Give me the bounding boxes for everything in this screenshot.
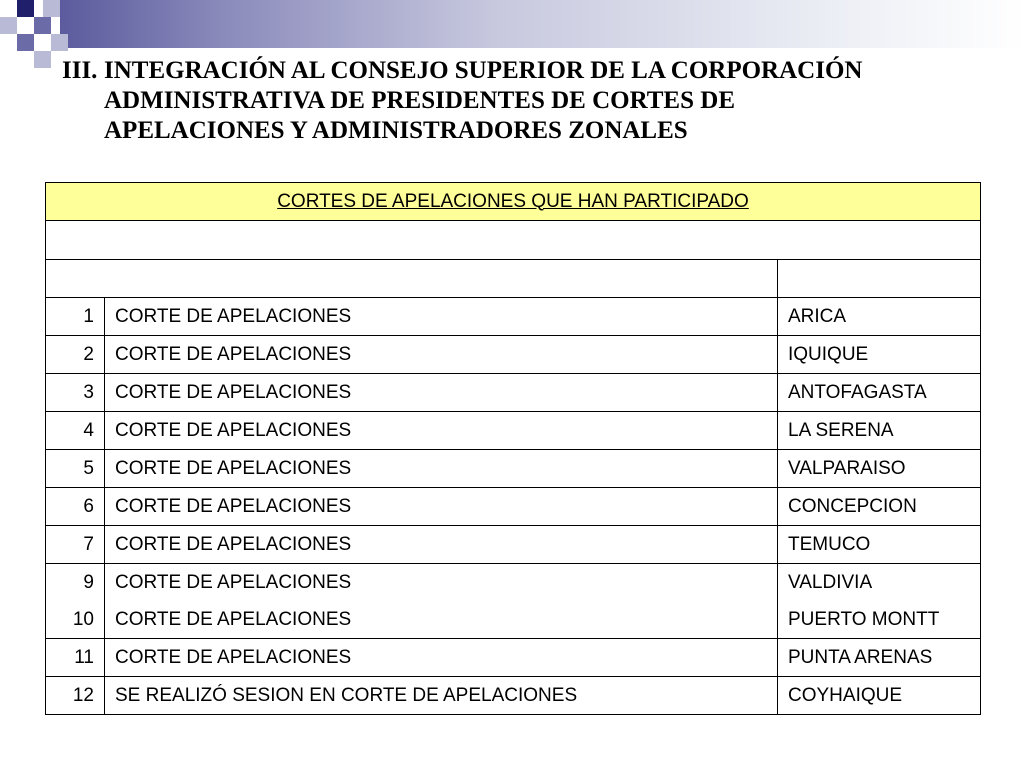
row-number: 4 — [46, 412, 105, 450]
table-header-spacer-row — [46, 221, 981, 260]
empty-cell — [778, 260, 981, 298]
table-row — [46, 601, 981, 639]
deco-square — [51, 34, 68, 51]
row-number: 11 — [46, 639, 105, 677]
row-description: CORTE DE APELACIONES — [105, 336, 778, 374]
row-city: LA SERENA — [778, 412, 981, 450]
row-description: CORTE DE APELACIONES — [105, 374, 778, 412]
title-number: III. — [62, 57, 98, 84]
deco-square — [0, 17, 17, 34]
row-description: CORTE DE APELACIONES — [105, 564, 778, 602]
row-number: 5 — [46, 450, 105, 488]
row-description: CORTE DE APELACIONES — [105, 450, 778, 488]
row-number: 9 — [46, 564, 105, 602]
row-description: CORTE DE APELACIONES — [105, 526, 778, 564]
row-city: CONCEPCION — [778, 488, 981, 526]
deco-square — [43, 0, 60, 17]
slide-title — [62, 56, 982, 146]
table-row — [46, 488, 981, 526]
table-header-title: CORTES DE APELACIONES QUE HAN PARTICIPADO — [277, 190, 749, 212]
table-header-cell — [46, 183, 981, 221]
row-number: 7 — [46, 526, 105, 564]
row-description: CORTE DE APELACIONES — [105, 298, 778, 336]
deco-square — [34, 17, 51, 34]
table-row — [46, 564, 981, 602]
row-city: VALPARAISO — [778, 450, 981, 488]
table-empty-row — [46, 260, 981, 298]
row-number: 2 — [46, 336, 105, 374]
row-description: CORTE DE APELACIONES — [105, 639, 778, 677]
row-number: 1 — [46, 298, 105, 336]
title-line-2: ADMINISTRATIVA DE PRESIDENTES DE CORTES DE — [104, 87, 735, 114]
deco-square — [17, 34, 34, 51]
row-city: PUNTA ARENAS — [778, 639, 981, 677]
table-row — [46, 336, 981, 374]
row-city: VALDIVIA — [778, 564, 981, 602]
table-row — [46, 450, 981, 488]
row-description: CORTE DE APELACIONES — [105, 488, 778, 526]
row-description: CORTE DE APELACIONES — [105, 601, 778, 639]
deco-square — [17, 0, 34, 17]
row-city: ARICA — [778, 298, 981, 336]
row-description: CORTE DE APELACIONES — [105, 412, 778, 450]
row-city: IQUIQUE — [778, 336, 981, 374]
table-row — [46, 526, 981, 564]
table-row — [46, 412, 981, 450]
deco-square — [34, 51, 51, 68]
courts-table — [45, 182, 981, 715]
row-city: ANTOFAGASTA — [778, 374, 981, 412]
row-number: 3 — [46, 374, 105, 412]
row-description: SE REALIZÓ SESION EN CORTE DE APELACIONES — [105, 677, 778, 715]
row-number: 10 — [46, 601, 105, 639]
title-line-1: III. INTEGRACIÓN AL CONSEJO SUPERIOR DE LA CORPORACIÓN — [62, 57, 863, 84]
empty-cell — [46, 260, 778, 298]
row-number: 12 — [46, 677, 105, 715]
table-row — [46, 639, 981, 677]
table-header-row — [46, 183, 981, 221]
row-city: PUERTO MONTT — [778, 601, 981, 639]
row-city: COYHAIQUE — [778, 677, 981, 715]
title-line-3: APELACIONES Y ADMINISTRADORES ZONALES — [104, 117, 688, 144]
row-number: 6 — [46, 488, 105, 526]
table-row — [46, 677, 981, 715]
decorative-gradient-band — [60, 0, 1024, 48]
table-row — [46, 374, 981, 412]
table-row — [46, 298, 981, 336]
row-city: TEMUCO — [778, 526, 981, 564]
table-header-spacer-cell — [46, 221, 981, 260]
